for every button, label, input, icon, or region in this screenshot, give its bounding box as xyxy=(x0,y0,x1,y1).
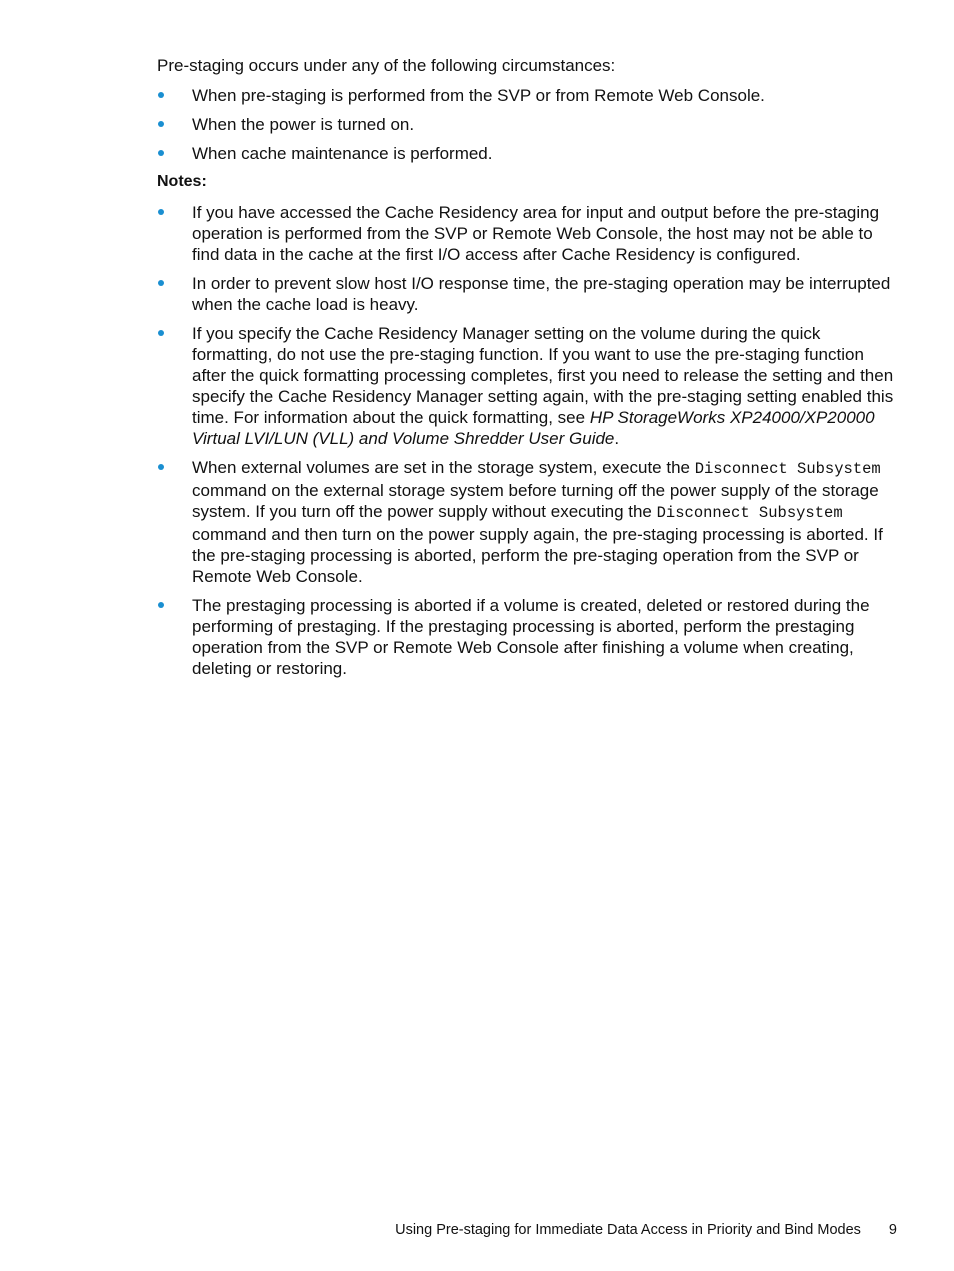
page-number: 9 xyxy=(888,1222,897,1238)
bullet-icon xyxy=(158,464,164,470)
page-content xyxy=(157,55,899,687)
list-item xyxy=(157,143,899,164)
note-text: In order to prevent slow host I/O response time, the pre-staging operation may be interrupted when the cache load is heavy. xyxy=(192,274,891,314)
list-item-text: When cache maintenance is performed. xyxy=(192,144,493,163)
command-code: Disconnect Subsystem xyxy=(656,504,843,522)
command-code: Disconnect Subsystem xyxy=(694,460,881,478)
bullet-icon xyxy=(158,280,164,286)
page-footer xyxy=(395,1222,897,1238)
note-item xyxy=(157,323,899,449)
note-text: If you have accessed the Cache Residency area for input and output before the pre-staging operation is performed from the SVP or Remote Web Console, the host may not be able to find data in the cache at the first I/O access after Cache Residency is configured. xyxy=(192,203,880,264)
note-item xyxy=(157,595,899,679)
list-item-text: When pre-staging is performed from the SVP or from Remote Web Console. xyxy=(192,86,765,105)
notes-heading: Notes: xyxy=(157,173,207,190)
list-item xyxy=(157,85,899,106)
footer-title: Using Pre-staging for Immediate Data Access in Priority and Bind Modes xyxy=(395,1222,861,1238)
note-text: If you specify the Cache Residency Manager setting on the volume during the quick formatting, do not use the pre-staging function. If you want to use the pre-staging function after the quick formatting processing completes, first you need to release the setting and then specify the Cache Residency Manager setting again, with the pre-staging setting enabled this time. For information about the quick formatting, see xyxy=(192,324,894,427)
note-item xyxy=(157,273,899,315)
bullet-icon xyxy=(158,92,164,98)
note-text: command on the external storage system before turning off the power supply of the storage system. If you turn off the power supply without executing the xyxy=(192,481,879,521)
bullet-icon xyxy=(158,602,164,608)
note-text: command and then turn on the power supply again, the pre-staging processing is aborted. If the pre-staging processing is aborted, perform the pre-staging operation from the SVP or Remote Web Console. xyxy=(192,525,883,586)
note-text-end: . xyxy=(614,429,620,448)
list-item xyxy=(157,114,899,135)
intro-paragraph: Pre-staging occurs under any of the following circumstances: xyxy=(157,56,616,75)
note-text: When external volumes are set in the storage system, execute the xyxy=(192,458,695,477)
bullet-icon xyxy=(158,121,164,127)
guide-title: HP StorageWorks XP24000/XP20000 Virtual LVI/LUN (VLL) and Volume Shredder User Guide xyxy=(192,408,875,448)
list-item-text: When the power is turned on. xyxy=(192,115,415,134)
circumstances-list xyxy=(157,85,899,164)
bullet-icon xyxy=(158,209,164,215)
note-text: The prestaging processing is aborted if a volume is created, deleted or restored during the performing of prestaging. If the prestaging processing is aborted, perform the prestaging operation from the SVP or Remote Web Console after finishing a volume when creating, deleting or restoring. xyxy=(192,596,870,678)
note-item xyxy=(157,202,899,265)
bullet-icon xyxy=(158,150,164,156)
bullet-icon xyxy=(158,330,164,336)
note-item xyxy=(157,457,899,587)
notes-list xyxy=(157,202,899,679)
